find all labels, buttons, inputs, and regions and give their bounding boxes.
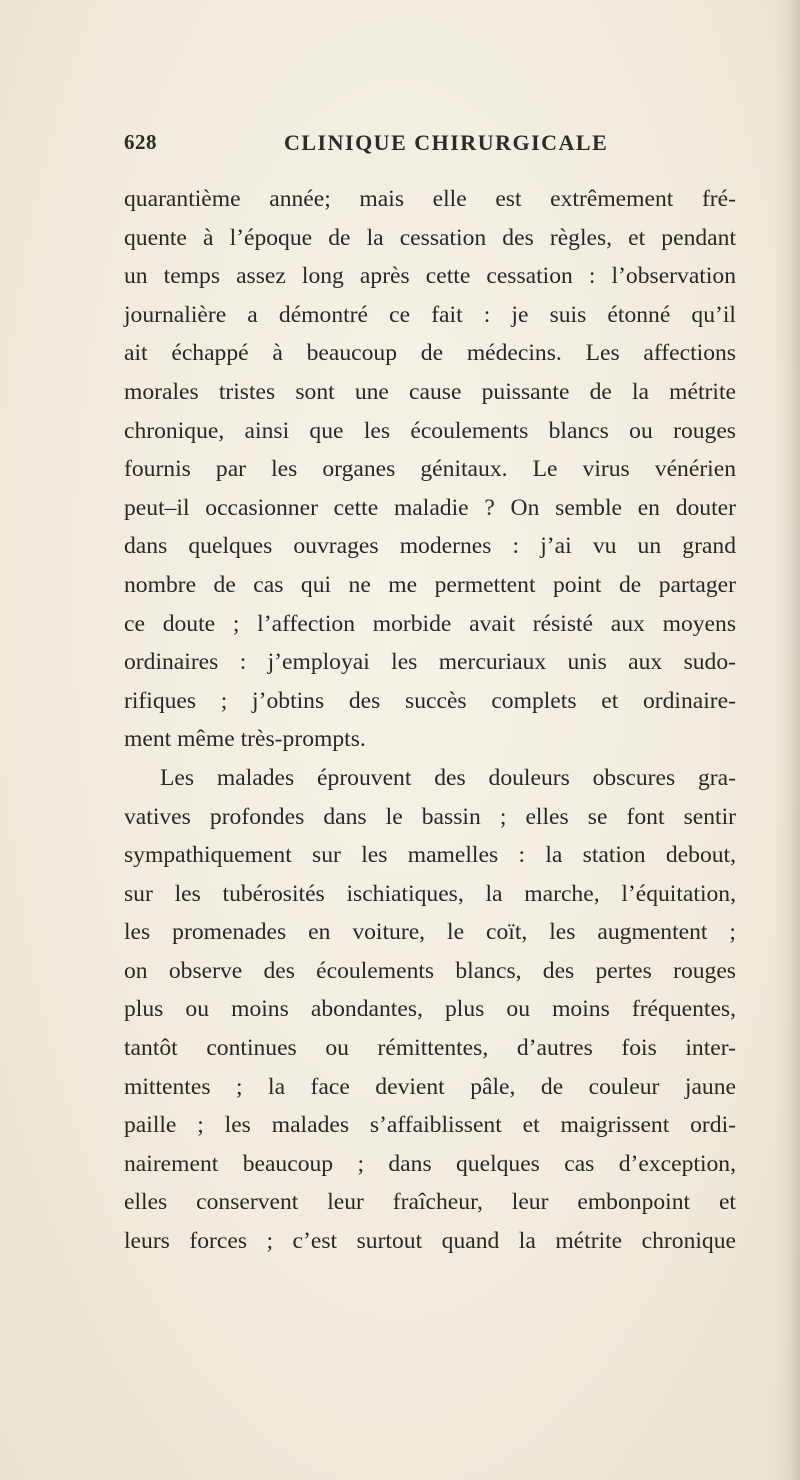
text-line: sur les tubérosités ischiatiques, la marche, l’équitation, <box>124 880 736 907</box>
text-line: morales tristes sont une cause puissante de la métrite <box>124 378 736 405</box>
text-line: chronique, ainsi que les écoulements blancs ou rouges <box>124 417 736 444</box>
text-line: dans quelques ouvrages modernes : j’ai vu un grand <box>124 533 736 560</box>
text-line: tantôt continues ou rémittentes, d’autres fois inter- <box>124 1035 736 1062</box>
text-line: ce doute ; l’affection morbide avait résisté aux moyens <box>124 610 736 637</box>
running-head: CLINIQUE CHIRURGICALE <box>284 130 609 155</box>
text-line: fournis par les organes génitaux. Le virus vénérien <box>124 456 736 483</box>
text-line: Les malades éprouvent des douleurs obscures gra- <box>160 764 736 791</box>
text-line: mittentes ; la face devient pâle, de couleur jaune <box>124 1073 736 1100</box>
text-line: peut–il occasionner cette maladie ? On semble en douter <box>124 494 736 521</box>
text-line: ait échappé à beaucoup de médecins. Les affections <box>124 340 736 367</box>
text-line: rifiques ; j’obtins des succès complets et ordinaire- <box>124 687 736 714</box>
text-line: journalière a démontré ce fait : je suis étonné qu’il <box>124 301 736 328</box>
text-line: paille ; les malades s’affaiblissent et maigrissent ordi- <box>124 1112 736 1139</box>
text-line: plus ou moins abondantes, plus ou moins fréquentes, <box>124 996 736 1023</box>
text-line: ment même très-prompts. <box>124 726 366 753</box>
text-line: vatives profondes dans le bassin ; elles se font sentir <box>124 803 736 830</box>
text-line: nombre de cas qui ne me permettent point de partager <box>124 571 736 598</box>
page-header <box>124 130 736 170</box>
text-line: un temps assez long après cette cessation : l’observation <box>124 263 736 290</box>
text-line: leurs forces ; c’est surtout quand la métrite chronique <box>124 1228 736 1255</box>
text-line: quarantième année; mais elle est extrêmement fré- <box>124 186 736 212</box>
text-line: on observe des écoulements blancs, des pertes rouges <box>124 957 736 984</box>
body-text <box>124 180 736 1261</box>
text-line: les promenades en voiture, le coït, les augmentent ; <box>124 919 736 946</box>
text-line: elles conservent leur fraîcheur, leur embonpoint et <box>124 1189 736 1216</box>
page-number: 628 <box>124 130 157 154</box>
text-line: quente à l’époque de la cessation des règles, et pendant <box>124 224 736 251</box>
page-edge-shadow <box>774 0 800 1480</box>
text-line: sympathiquement sur les mamelles : la station debout, <box>124 842 736 869</box>
text-line: nairement beaucoup ; dans quelques cas d’exception, <box>124 1150 736 1177</box>
text-line: ordinaires : j’employai les mercuriaux unis aux sudo- <box>124 649 736 676</box>
